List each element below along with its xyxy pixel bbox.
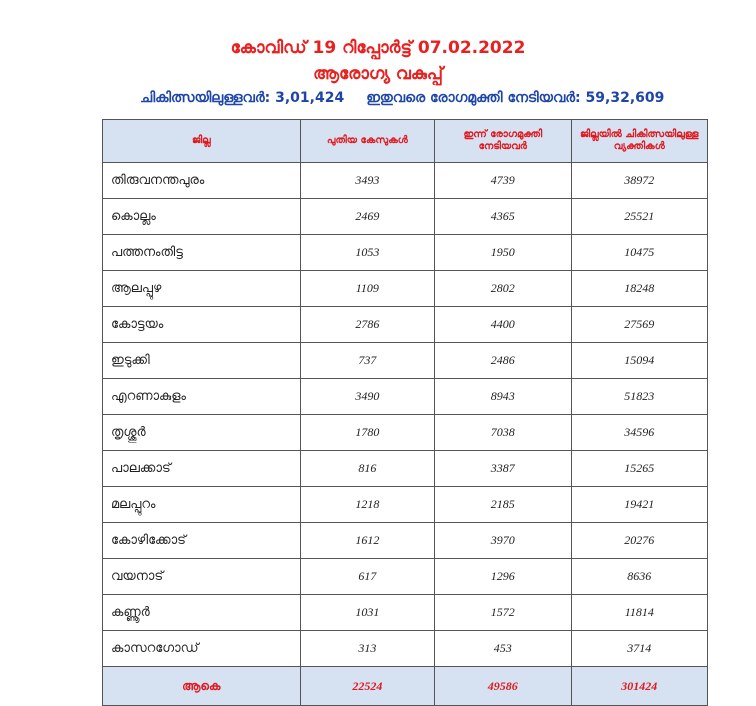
total-new-cases: 22524 [300, 667, 434, 706]
district-name-cell: ഇടുക്കി [103, 343, 301, 379]
recovered-today-cell: 453 [435, 631, 571, 667]
total-row [103, 667, 708, 706]
recovered-today-cell: 4739 [435, 163, 571, 199]
recovered-today-cell: 3970 [435, 523, 571, 559]
recovered-today-cell: 1296 [435, 559, 571, 595]
column-header-recovered-today: ഇന്ന് രോഗമുക്തി നേടിയവർ [435, 120, 571, 163]
table-row [103, 415, 708, 451]
table-row [103, 271, 708, 307]
new-cases-cell: 737 [300, 343, 434, 379]
column-header-under-treatment: ജില്ലയിൽ ചികിത്സയിലുള്ള വ്യക്തികൾ [571, 120, 707, 163]
recovered-today-cell: 7038 [435, 415, 571, 451]
total-label: ആകെ [103, 667, 301, 706]
district-name-cell: വയനാട് [103, 559, 301, 595]
district-name-cell: ആലപ്പുഴ [103, 271, 301, 307]
summary-line [140, 90, 680, 106]
new-cases-cell: 617 [300, 559, 434, 595]
district-name-cell: കോഴിക്കോട് [103, 523, 301, 559]
under-treatment-cell: 25521 [571, 199, 707, 235]
new-cases-cell: 2786 [300, 307, 434, 343]
under-treatment-cell: 20276 [571, 523, 707, 559]
new-cases-cell: 313 [300, 631, 434, 667]
recovered-today-cell: 2802 [435, 271, 571, 307]
under-treatment-cell: 11814 [571, 595, 707, 631]
new-cases-cell: 3490 [300, 379, 434, 415]
table-header-row [103, 120, 708, 163]
recovered-today-cell: 4365 [435, 199, 571, 235]
new-cases-cell: 1612 [300, 523, 434, 559]
covid-district-table [102, 119, 708, 706]
district-name-cell: എറണാകുളം [103, 379, 301, 415]
new-cases-cell: 1218 [300, 487, 434, 523]
district-name-cell: പത്തനംതിട്ട [103, 235, 301, 271]
report-title: കോവിഡ് 19 റിപ്പോർട്ട് 07.02.2022 [230, 38, 526, 58]
total-under-treatment: 301424 [571, 667, 707, 706]
recovered-today-cell: 2185 [435, 487, 571, 523]
recovered-today-cell: 3387 [435, 451, 571, 487]
recovered-today-cell: 2486 [435, 343, 571, 379]
district-name-cell: കൊല്ലം [103, 199, 301, 235]
table-row [103, 631, 708, 667]
district-name-cell: കാസറഗോഡ് [103, 631, 301, 667]
department-name: ആരോഗ്യ വകുപ്പ് [313, 64, 443, 84]
under-treatment-cell: 3714 [571, 631, 707, 667]
under-treatment-cell: 8636 [571, 559, 707, 595]
recovered-summary: ഇതുവരെ രോഗമുക്തി നേടിയവർ: 59,32,609 [366, 90, 665, 106]
table-row [103, 199, 708, 235]
table-row [103, 595, 708, 631]
district-name-cell: തിരുവനന്തപുരം [103, 163, 301, 199]
district-name-cell: മലപ്പുറം [103, 487, 301, 523]
new-cases-cell: 2469 [300, 199, 434, 235]
under-treatment-cell: 51823 [571, 379, 707, 415]
table-row [103, 559, 708, 595]
table-row [103, 307, 708, 343]
new-cases-cell: 1031 [300, 595, 434, 631]
table-row [103, 523, 708, 559]
new-cases-cell: 1053 [300, 235, 434, 271]
under-treatment-cell: 15265 [571, 451, 707, 487]
column-header-new-cases: പുതിയ കേസുകൾ [300, 120, 434, 163]
recovered-today-cell: 1950 [435, 235, 571, 271]
recovered-today-cell: 1572 [435, 595, 571, 631]
under-treatment-cell: 38972 [571, 163, 707, 199]
new-cases-cell: 1780 [300, 415, 434, 451]
under-treatment-cell: 18248 [571, 271, 707, 307]
under-treatment-cell: 27569 [571, 307, 707, 343]
table-row [103, 163, 708, 199]
under-treatment-cell: 34596 [571, 415, 707, 451]
table-row [103, 343, 708, 379]
district-name-cell: കോട്ടയം [103, 307, 301, 343]
column-header-district: ജില്ല [103, 120, 301, 163]
total-recovered-today: 49586 [435, 667, 571, 706]
new-cases-cell: 816 [300, 451, 434, 487]
district-name-cell: തൃശ്ശൂർ [103, 415, 301, 451]
table-row [103, 487, 708, 523]
under-treatment-cell: 19421 [571, 487, 707, 523]
under-treatment-summary: ചികിത്സയിലുള്ളവർ: 3,01,424 [140, 90, 345, 106]
under-treatment-cell: 15094 [571, 343, 707, 379]
table-row [103, 379, 708, 415]
recovered-today-cell: 4400 [435, 307, 571, 343]
district-name-cell: കണ്ണൂർ [103, 595, 301, 631]
new-cases-cell: 1109 [300, 271, 434, 307]
new-cases-cell: 3493 [300, 163, 434, 199]
under-treatment-cell: 10475 [571, 235, 707, 271]
recovered-today-cell: 8943 [435, 379, 571, 415]
table-row [103, 235, 708, 271]
table-row [103, 451, 708, 487]
district-name-cell: പാലക്കാട് [103, 451, 301, 487]
